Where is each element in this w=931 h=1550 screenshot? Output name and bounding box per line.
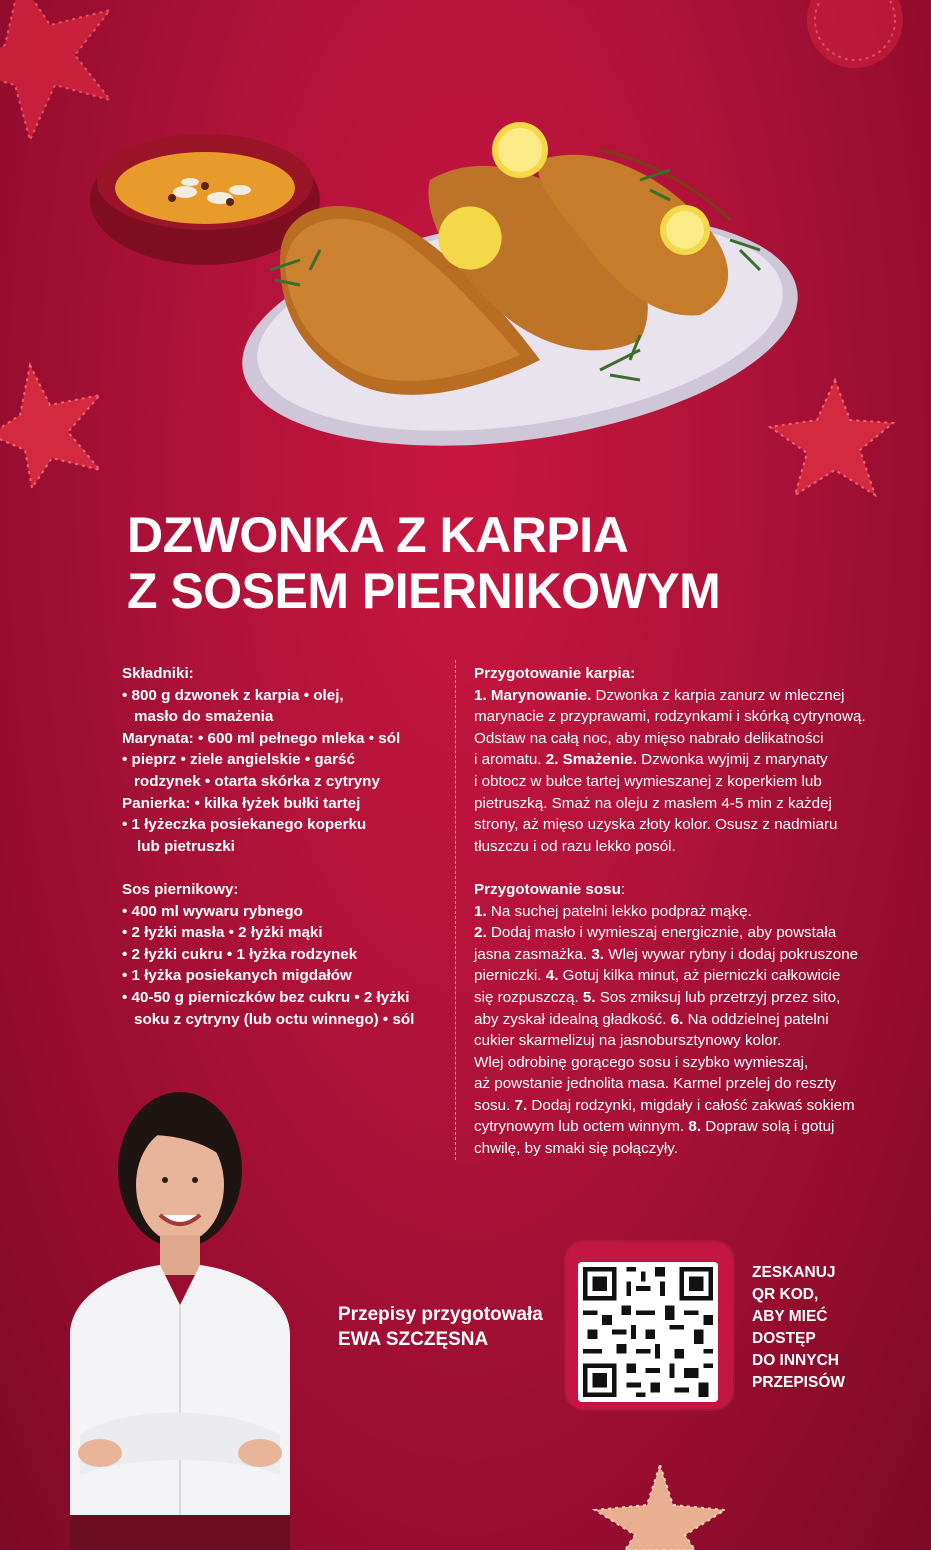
step-number: 5. [582, 988, 596, 1006]
step-number: 3. [591, 945, 605, 963]
step-text: Na suchej patelni lekko podpraż mąkę. [486, 902, 752, 920]
author-name: EWA SZCZĘSNA [338, 1329, 489, 1350]
step-text: pierniczki. [474, 967, 546, 985]
qr-text-line: DOSTĘP [752, 1330, 816, 1347]
ingredient-line: • 800 g dzwonek z karpia • olej, [122, 686, 344, 704]
qr-text-line: ZESKANUJ [752, 1264, 836, 1281]
step-text: Wlej odrobinę gorącego sosu i szybko wymieszaj, [474, 1053, 809, 1071]
ingredient-line: masło do smażenia [134, 708, 274, 726]
marinade-line: rodzynek • otarta skórka z cytryny [134, 772, 380, 790]
recipe-title-line-1: DZWONKA Z KARPIA [127, 507, 629, 563]
step-text: strony, aż mięso uzyska złoty kolor. Osusz z nadmiaru [474, 816, 838, 834]
marinade-line: Marynata: • 600 ml pełnego mleka • sól [122, 729, 401, 747]
marinade-line: • pieprz • ziele angielskie • garść [122, 751, 355, 769]
qr-call-to-action [752, 1262, 845, 1394]
breading-line: Panierka: • kilka łyżek bułki tartej [122, 794, 361, 812]
author-photo [30, 1075, 330, 1550]
knitted-star-top-right [760, 0, 931, 100]
step-text: Sos zmiksuj lub przetrzyj przez sito, [595, 988, 841, 1006]
dish-photo [80, 120, 800, 450]
carp-prep-heading: Przygotowanie karpia: [474, 665, 636, 682]
sauce-ingredient-line: • 2 łyżki masła • 2 łyżki mąki [122, 924, 323, 942]
step-text: Odstaw na całą noc, aby mięso nabrało delikatności [474, 729, 824, 747]
step-text: się rozpuszczą. [474, 988, 583, 1006]
sauce-ingredient-line: • 2 łyżki cukru • 1 łyżka rodzynek [122, 945, 358, 963]
qr-text-line: ABY MIEĆ [752, 1308, 828, 1325]
step-text: jasna zasmażka. [474, 945, 592, 963]
step-number: 1. [474, 902, 487, 920]
step-text: Gotuj kilka minut, aż pierniczki całkowicie [558, 967, 841, 985]
step-text: aż powstanie jednolita masa. Karmel przelej do reszty [474, 1075, 837, 1093]
step-text: cukier skarmelizuj na jasnobursztynowy kolor. [474, 1032, 782, 1050]
step-text: cytrynowym lub octem winnym. [474, 1118, 689, 1136]
step-text: chwilę, by smaki się połączyły. [474, 1140, 678, 1158]
step-text: i aromatu. [474, 751, 546, 769]
step-label: 1. Marynowanie. [474, 686, 592, 704]
breading-line: • 1 łyżeczka posiekanego koperku [122, 816, 367, 834]
step-text: Dzwonka z karpia zanurz w mlecznej [591, 686, 845, 704]
step-text: aby zyskał idealną gładkość. [474, 1010, 671, 1028]
sauce-ingredients-heading: Sos piernikowy: [122, 880, 239, 898]
qr-text-line: DO INNYCH [752, 1352, 839, 1369]
step-number: 8. [688, 1118, 702, 1136]
step-text: sosu. [474, 1096, 515, 1114]
ingredients-heading: Składniki: [122, 665, 194, 682]
sauce-ingredient-line: • 400 ml wywaru rybnego [122, 902, 303, 920]
step-text: tłuszczu i od razu lekko posól. [474, 837, 676, 855]
column-divider [455, 660, 456, 1160]
sauce-ingredient-line: soku z cytryny (lub octu winnego) • sól [134, 1010, 415, 1028]
recipe-title-line-2: Z SOSEM PIERNIKOWYM [127, 563, 721, 619]
sauce-ingredient-line: • 1 łyżka posiekanych migdałów [122, 967, 352, 985]
step-number: 7. [514, 1096, 528, 1114]
breading-line: lub pietruszki [137, 837, 235, 855]
preparation-column [474, 663, 866, 1160]
step-text: Na oddzielnej patelni [683, 1010, 829, 1028]
step-number: 6. [670, 1010, 684, 1028]
qr-code[interactable] [578, 1262, 718, 1402]
step-label: 2. Smażenie. [545, 751, 637, 769]
author-credit-label: Przepisy przygotowała [338, 1304, 543, 1325]
step-text: marynacie z przyprawami, rodzynkami i skórką cytrynową. [474, 708, 866, 726]
step-number: 4. [545, 967, 559, 985]
step-text: Dodaj rodzynki, migdały i całość zakwaś sokiem [527, 1096, 855, 1114]
author-credit [338, 1302, 543, 1352]
step-text: Dzwonka wyjmij z marynaty [636, 751, 828, 769]
step-text: Dodaj masło i wymieszaj energicznie, aby powstała [486, 924, 837, 942]
ingredients-column [122, 663, 442, 1030]
qr-text-line: PRZEPISÓW [752, 1374, 846, 1391]
step-text: Dopraw solą i gotuj [701, 1118, 835, 1136]
sauce-ingredient-line: • 40-50 g pierniczków bez cukru • 2 łyżki [122, 988, 410, 1006]
step-text: Wlej wywar rybny i dodaj pokruszone [604, 945, 859, 963]
qr-text-line: QR KOD, [752, 1286, 819, 1303]
heading-colon: : [620, 880, 626, 898]
step-text: pietruszką. Smaż na oleju z masłem 4-5 min z każdej [474, 794, 832, 812]
step-text: i obtocz w bułce tartej wymieszanej z koperkiem lub [474, 772, 822, 790]
sauce-prep-heading: Przygotowanie sosu [474, 880, 621, 898]
step-number: 2. [474, 924, 487, 942]
knitted-star-bottom [585, 1465, 735, 1550]
